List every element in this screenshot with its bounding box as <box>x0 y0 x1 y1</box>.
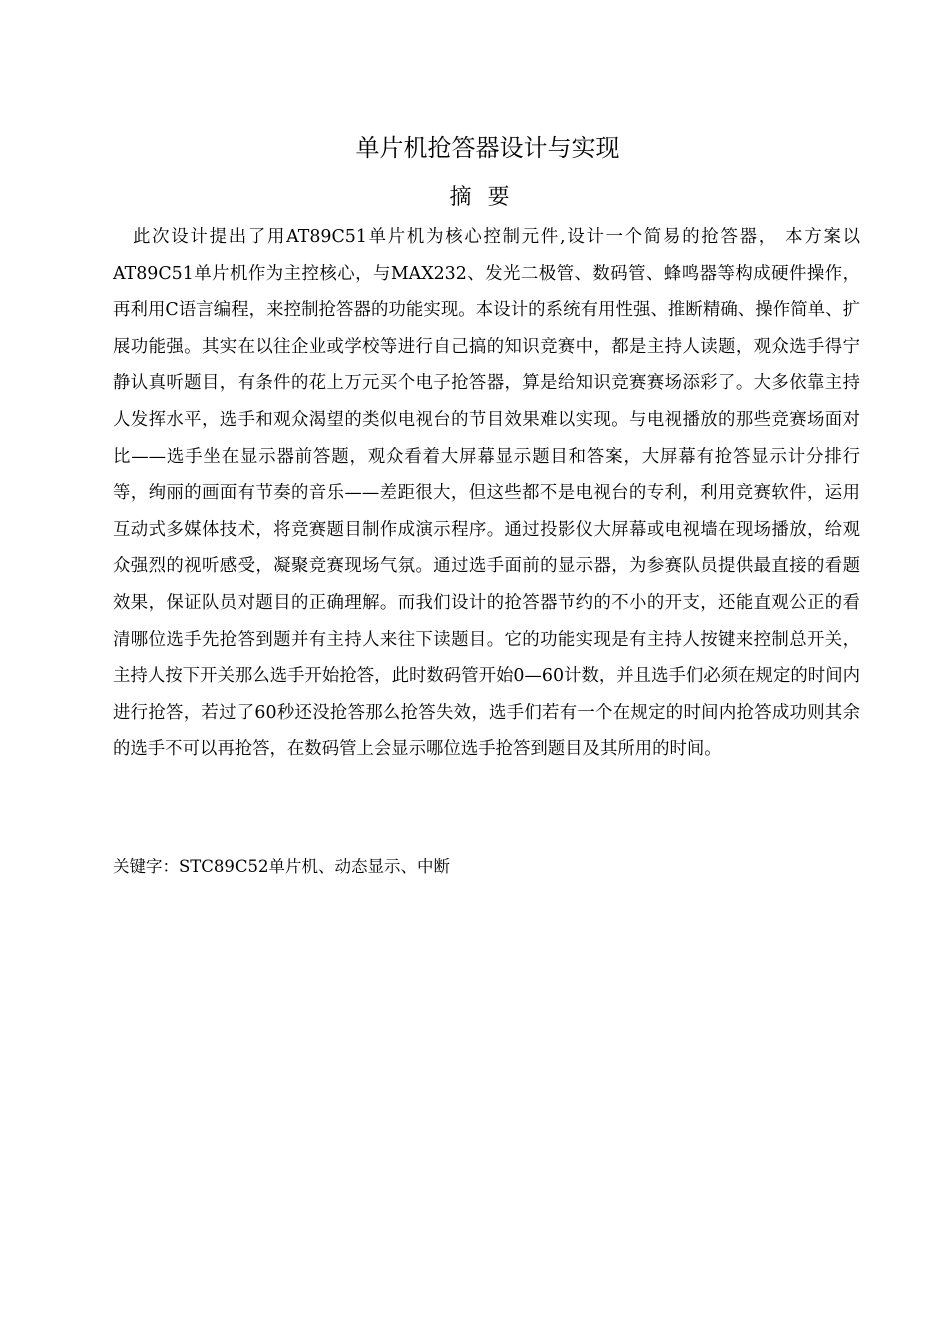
abstract-heading: 摘要 <box>449 185 526 210</box>
document-title: 单片机抢答器设计与实现 <box>355 134 620 162</box>
keywords-line: 关键字：STC89C52单片机、动态显示、中断 <box>113 857 451 876</box>
abstract-body: 此次设计提出了用AT89C51单片机为核心控制元件,设计一个简易的抢答器， 本方案以AT89C51单片机作为主控核心，与MAX232、发光二极管、数码管、蜂鸣器等构成硬件操作，再利用C语言编程，来控制抢答器的功能实现。本设计的系统有用性强、推断精确、操作简单、扩展功能强。其实在以往企业或学校等进行自己搞的知识竞赛中，都是主持人读题，观众选手得宁静认真听题目，有条件的花上万元买个电子抢答器，算是给知识竞赛赛场添彩了。大多依靠主持人发挥水平，选手和观众渴望的类似电视台的节目效果难以实现。与电视播放的那些竞赛场面对比——选手坐在显示器前答题，观众看着大屏幕显示题目和答案，大屏幕有抢答显示计分排行等，绚丽的画面有节奏的音乐——差距很大，但这些都不是电视台的专利，利用竞赛软件，运用互动式多媒体技术，将竞赛题目制作成演示程序。通过投影仪大屏幕或电视墙在现场播放，给观众强烈的视听感受，凝聚竞赛现场气氛。通过选手面前的显示器，为参赛队员提供最直接的看题效果，保证队员对题目的正确理解。而我们设计的抢答器节约的不小的开支，还能直观公正的看清哪位选手先抢答到题并有主持人来往下读题目。它的功能实现是有主持人按键来控制总开关，主持人按下开关那么选手开始抢答，此时数码管开始0—60计数，并且选手们必须在规定的时间内进行抢答，若过了60秒还没抢答那么抢答失效，选手们若有一个在规定的时间内抢答成功则其余的选手不可以再抢答，在数码管上会显示哪位选手抢答到题目及其所用的时间。 <box>113 227 860 760</box>
